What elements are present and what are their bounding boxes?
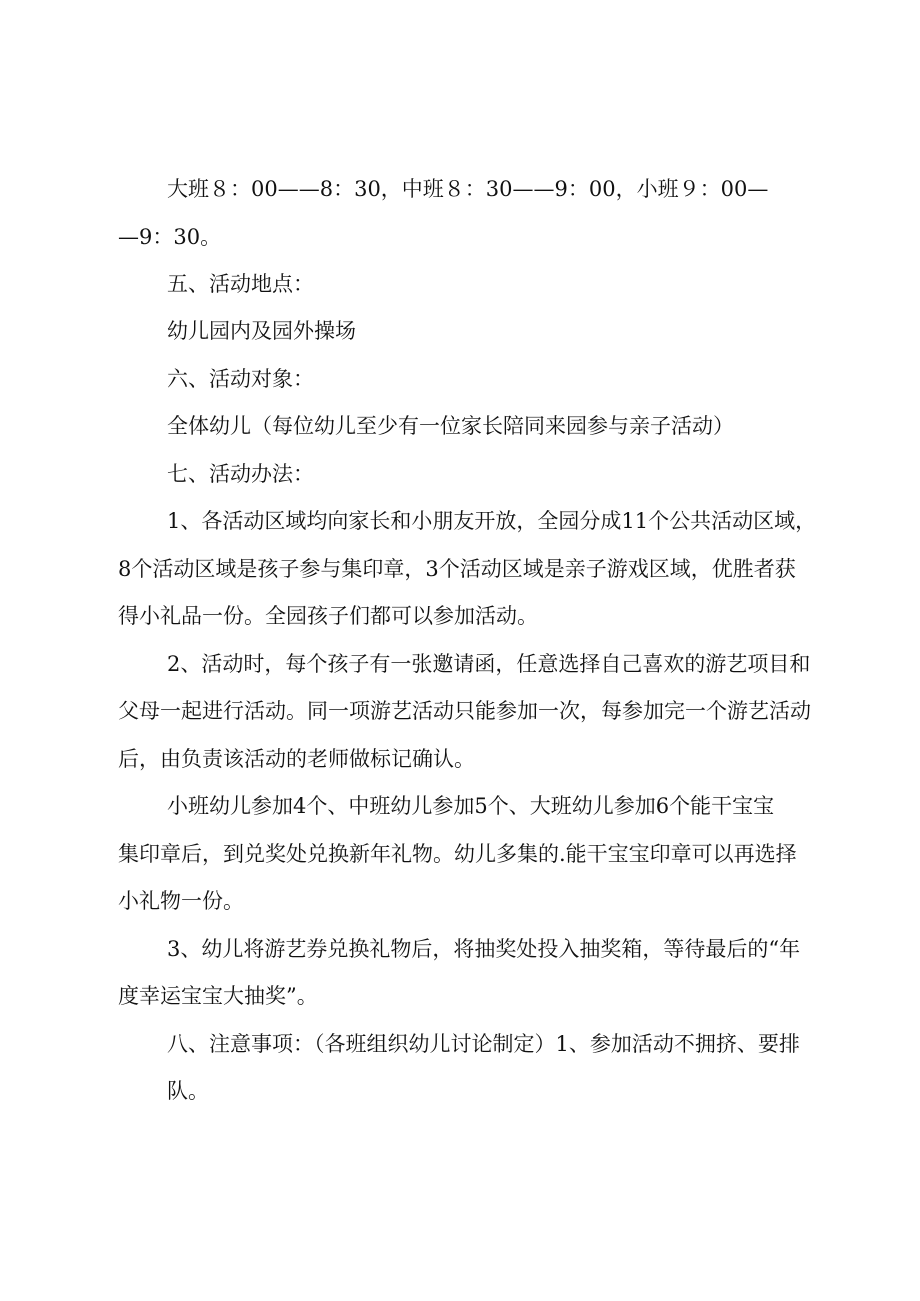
method-paragraph-4-line-2: 度幸运宝宝大抽奖”。 [118,984,318,1008]
location-text: 幼儿园内及园外操场 [167,319,356,343]
section-heading-method: 七、活动办法： [167,462,314,486]
method-paragraph-1-line-3: 得小礼品一份。全园孩子们都可以参加活动。 [118,604,538,628]
section-heading-participants: 六、活动对象： [167,367,314,391]
method-paragraph-1-line-1: 1、各活动区域均向家长和小朋友开放，全园分成11个公共活动区域， [167,509,817,533]
section-heading-notes: 八、注意事项：（各班组织幼儿讨论制定）1、参加活动不拥挤、要排 [167,1032,800,1056]
method-paragraph-4-line-1: 3、幼儿将游艺券兑换礼物后，将抽奖处投入抽奖箱，等待最后的“年 [167,937,801,961]
participants-text: 全体幼儿（每位幼儿至少有一位家长陪同来园参与亲子活动） [167,414,734,438]
method-paragraph-1-line-2: 8个活动区域是孩子参与集印章，3个活动区域是亲子游戏区域，优胜者获 [118,557,796,581]
method-paragraph-2-line-1: 2、活动时，每个孩子有一张邀请函，任意选择自己喜欢的游艺项目和 [167,652,811,676]
method-paragraph-3-line-3: 小礼物一份。 [118,889,244,913]
method-paragraph-2-line-3: 后，由负责该活动的老师做标记确认。 [118,747,475,771]
method-paragraph-3-line-1: 小班幼儿参加4个、中班幼儿参加5个、大班幼儿参加6个能干宝宝 [167,794,775,818]
schedule-line-2: —9：30。 [118,225,222,249]
method-paragraph-2-line-2: 父母一起进行活动。同一项游艺活动只能参加一次，每参加完一个游艺活动 [118,699,811,723]
method-paragraph-3-line-2: 集印章后，到兑奖处兑换新年礼物。幼儿多集的.能干宝宝印章可以再选择 [118,842,797,866]
schedule-line-1: 大班８：00——8：30，中班８：30——9：00，小班９：00— [167,177,769,201]
section-heading-location: 五、活动地点： [167,272,314,296]
notes-line-2: 队。 [167,1079,209,1103]
